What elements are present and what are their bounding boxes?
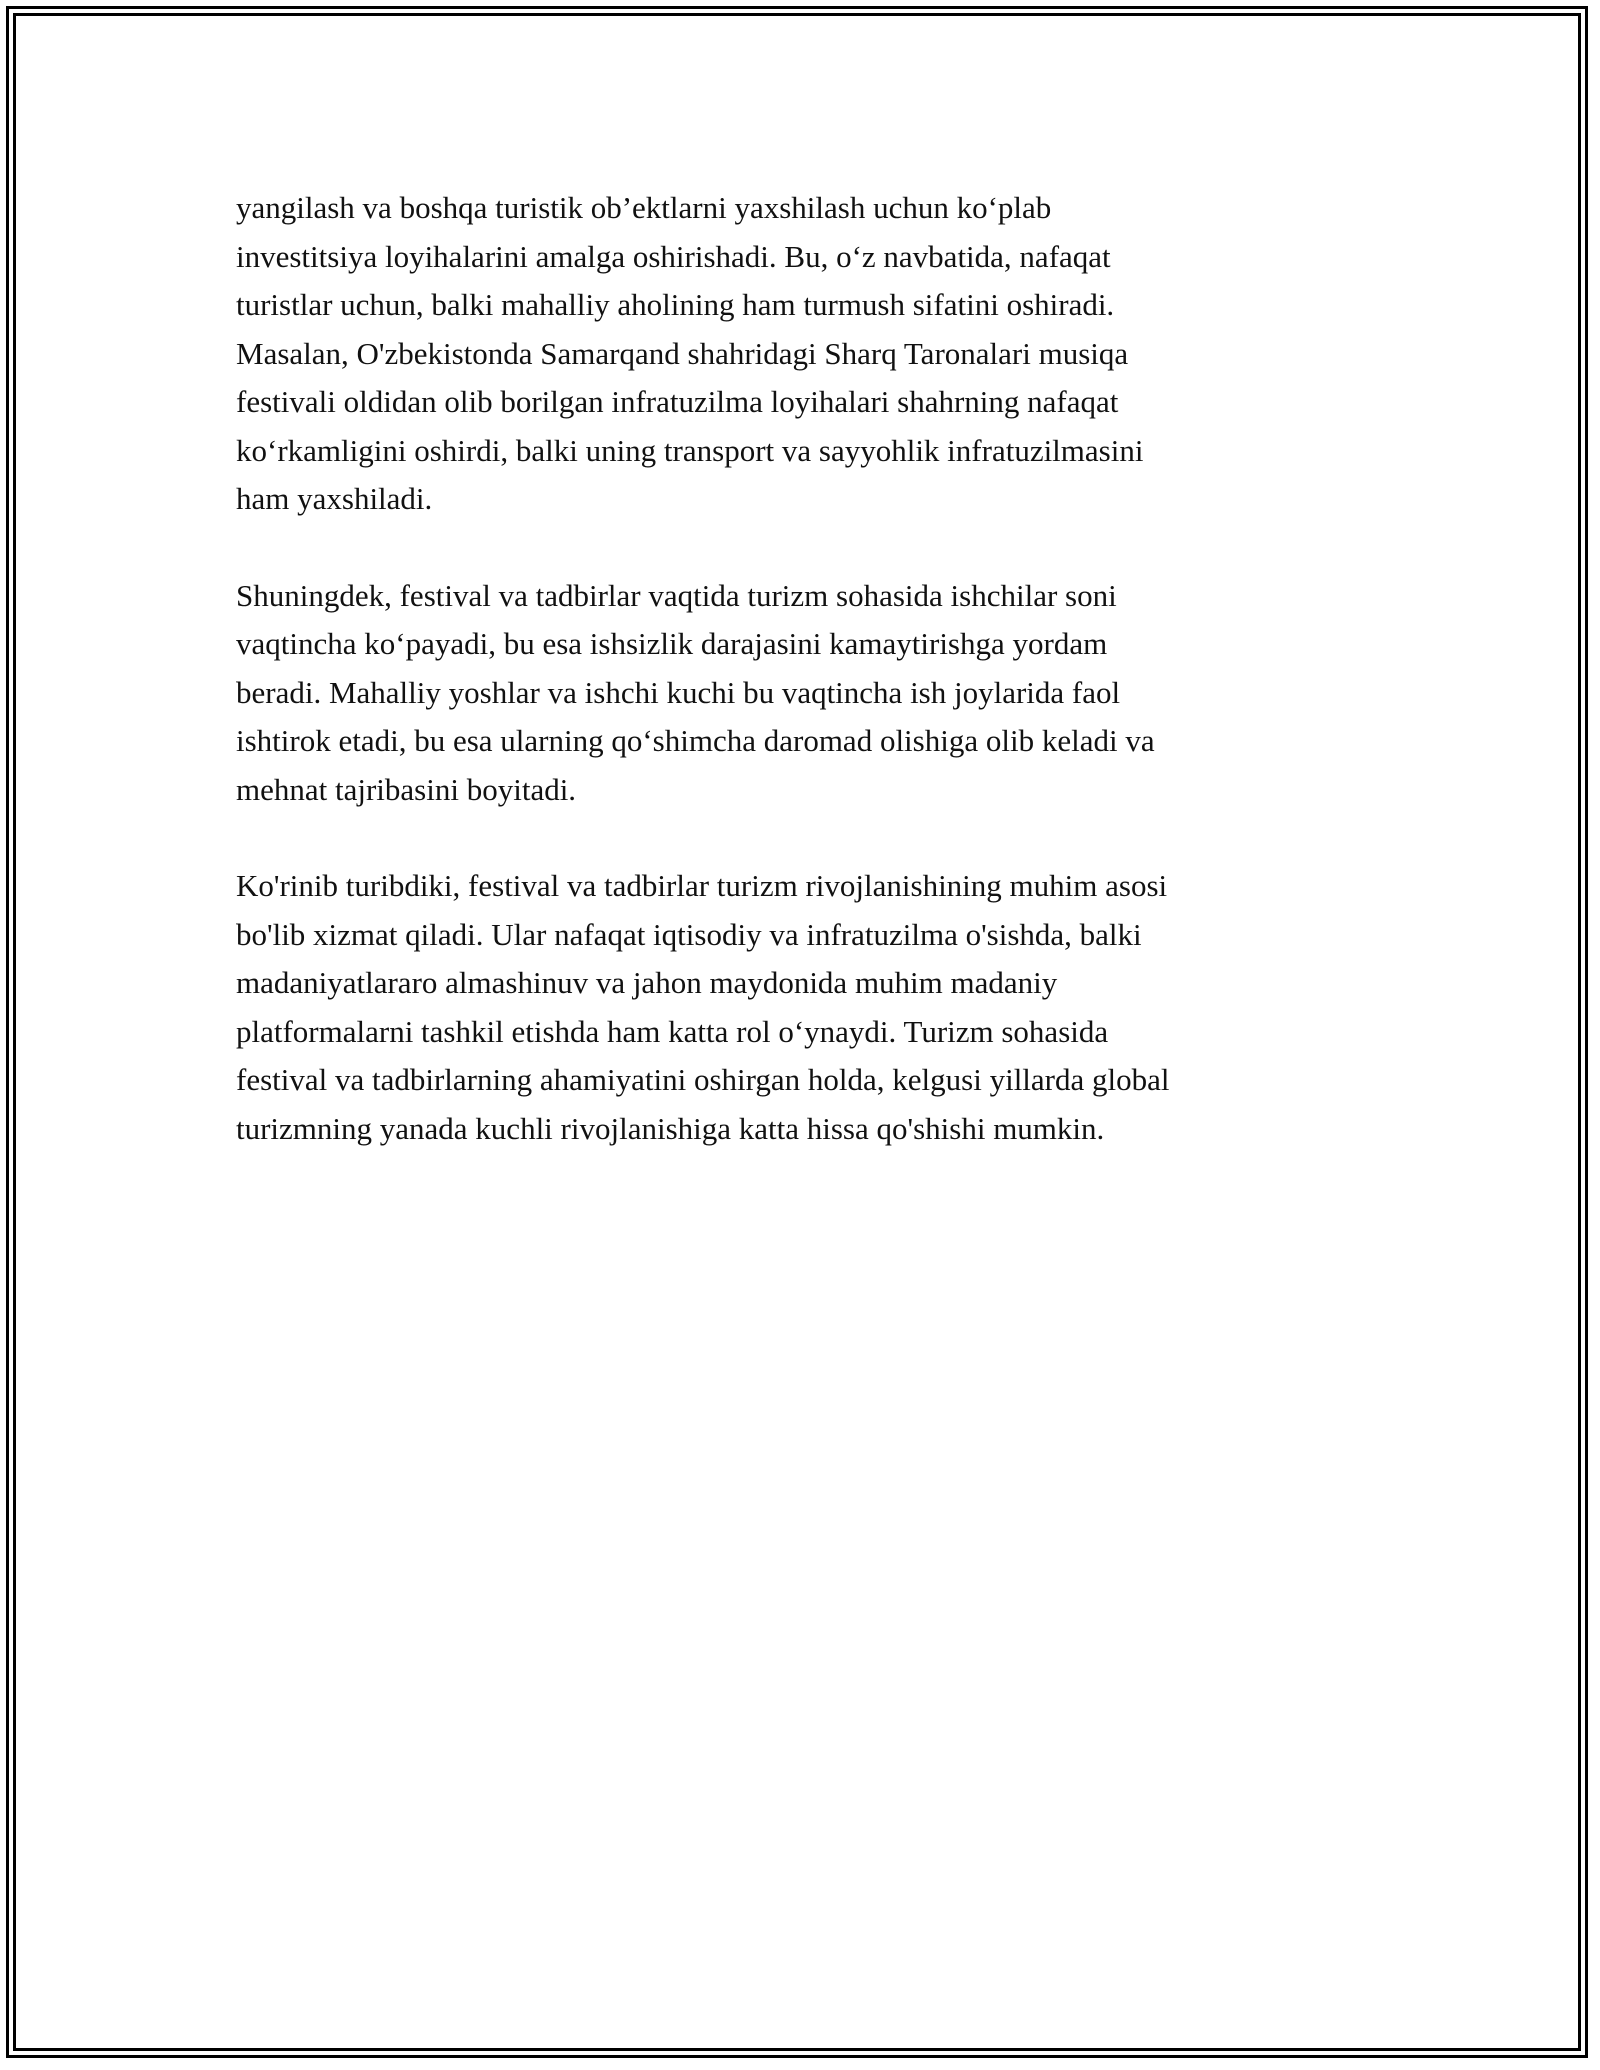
paragraph-3: Ko'rinib turibdiki, festival va tadbirlar turizm rivojlanishining muhim asosi bo'lib xizmat qiladi. Ular nafaqat iqtisodiy va infratuzilma o'sishda, balki madaniyatlararo almashinuv va jahon maydonida muhim madaniy platformalarni tashkil etishda ham katta rol o‘ynaydi. Turizm sohasida festival va tadbirlarning ahamiyatini oshirgan holda, kelgusi yillarda global turizmning yanada kuchli rivojlanishiga katta hissa qo'shishi mumkin. (236, 868, 1170, 1146)
paragraph-2: Shuningdek, festival va tadbirlar vaqtida turizm sohasida ishchilar soni vaqtincha ko‘payadi, bu esa ishsizlik darajasini kamaytirishga yordam beradi. Mahalliy yoshlar va ishchi kuchi bu vaqtincha ish joylarida faol ishtirok etadi, bu esa ularning qo‘shimcha daromad olishiga olib keladi va mehnat tajribasini boyitadi. (236, 577, 1155, 807)
paragraph-1: yangilash va boshqa turistik ob’ektlarni yaxshilash uchun ko‘plab investitsiya loyihalarini amalga oshirishadi. Bu, o‘z navbatida, nafaqat turistlar uchun, balki mahalliy aholining ham turmush sifatini oshiradi. Masalan, O'zbekistonda Samarqand shahridagi Sharq Taronalari musiqa festivali oldidan olib borilgan infratuzilma loyihalari shahrning nafaqat ko‘rkamligini oshirdi, balki uning transport va sayyohlik infratuzilmasini ham yaxshiladi. (236, 190, 1144, 516)
document-body (236, 184, 1356, 1201)
